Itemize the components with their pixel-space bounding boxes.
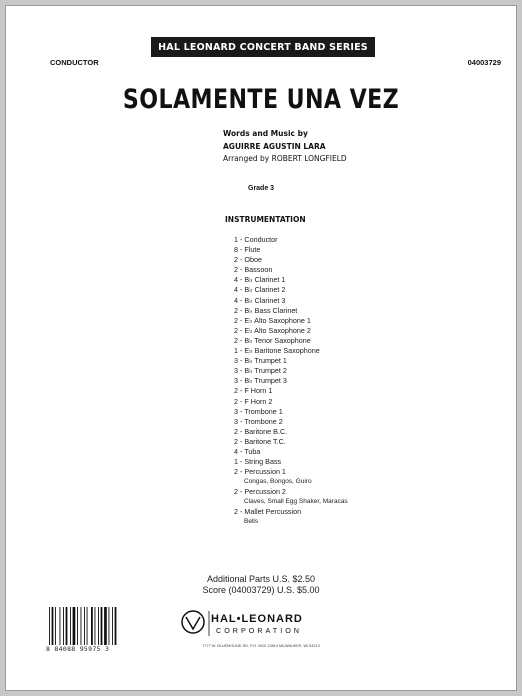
instrument-item bbox=[234, 376, 348, 386]
additional-parts-price: Additional Parts U.S. $2.50 bbox=[206, 574, 316, 584]
instrument-item bbox=[234, 427, 348, 437]
instrumentation-heading: INSTRUMENTATION bbox=[225, 215, 306, 224]
instrument-item bbox=[234, 346, 348, 356]
instrument-item bbox=[234, 437, 348, 447]
instrument-label: 3 - B♭ Trumpet 2 bbox=[234, 366, 287, 376]
part-label: CONDUCTOR bbox=[50, 58, 99, 67]
instrument-item bbox=[234, 306, 348, 316]
instrument-label: 2 - Oboe bbox=[234, 255, 262, 265]
instrument-item bbox=[234, 417, 348, 427]
instrument-label: 4 - B♭ Clarinet 2 bbox=[234, 285, 286, 295]
instrument-label: 2 - Percussion 1 bbox=[234, 467, 286, 477]
instrument-label: 1 - E♭ Baritone Saxophone bbox=[234, 346, 320, 356]
instrument-label: 1 - Conductor bbox=[234, 235, 278, 244]
catalog-number: 04003729 bbox=[467, 58, 501, 67]
instrument-label: 2 - F Horn 2 bbox=[234, 396, 273, 406]
composer-name: AGUIRRE AGUSTIN LARA bbox=[223, 141, 326, 151]
instrument-label: 2 - Bassoon bbox=[234, 265, 273, 275]
instrument-label: 4 - Tuba bbox=[234, 446, 261, 456]
instrument-item bbox=[234, 467, 348, 487]
instrument-label: 1 - String Bass bbox=[234, 457, 282, 467]
arranger-line: Arranged by ROBERT LONGFIELD bbox=[223, 154, 347, 163]
instrument-item bbox=[234, 285, 348, 295]
instrument-item bbox=[234, 245, 348, 255]
instrument-item bbox=[234, 255, 348, 265]
publisher-corporation: CORPORATION bbox=[216, 626, 302, 635]
instrument-sublabel: Claves, Small Egg Shaker, Maracas bbox=[244, 497, 348, 505]
instrument-sublabel: Bells bbox=[244, 517, 259, 525]
instrument-item bbox=[234, 386, 348, 396]
instrument-item bbox=[234, 487, 348, 507]
instrument-item bbox=[234, 265, 348, 275]
instrument-label: 2 - Mallet Percussion bbox=[234, 506, 302, 516]
instrument-label: 4 - B♭ Clarinet 1 bbox=[234, 275, 286, 285]
instrument-item bbox=[234, 235, 348, 245]
credits-block bbox=[223, 128, 347, 166]
instrument-label: 2 - E♭ Alto Saxophone 2 bbox=[234, 325, 311, 335]
publisher-name: HAL•LEONARD bbox=[211, 613, 303, 625]
instrument-label: 3 - B♭ Trumpet 3 bbox=[234, 376, 287, 386]
instrument-item bbox=[234, 407, 348, 417]
price-block bbox=[0, 574, 522, 595]
instrument-label: 4 - B♭ Clarinet 3 bbox=[234, 295, 286, 305]
instrument-label: 2 - B♭ Bass Clarinet bbox=[234, 305, 298, 315]
instrument-item bbox=[234, 507, 348, 527]
instrument-item bbox=[234, 316, 348, 326]
instrument-label: 2 - Baritone B.C. bbox=[234, 426, 288, 436]
instrument-label: 3 - Trombone 2 bbox=[234, 416, 283, 426]
score-price: Score (04003729) U.S. $5.00 bbox=[202, 584, 320, 595]
instrument-label: 2 - Percussion 2 bbox=[234, 486, 286, 496]
instrumentation-list bbox=[234, 235, 348, 526]
instrument-label: 3 - Trombone 1 bbox=[234, 406, 283, 416]
instrument-label: 2 - F Horn 1 bbox=[234, 386, 273, 396]
instrument-item bbox=[234, 336, 348, 346]
instrument-label: 2 - Baritone T.C. bbox=[234, 436, 286, 446]
instrument-label: 8 - Flute bbox=[234, 245, 261, 255]
instrument-label: 2 - B♭ Tenor Saxophone bbox=[234, 335, 311, 345]
instrument-item bbox=[234, 326, 348, 336]
instrument-item bbox=[234, 356, 348, 366]
words-music-label: Words and Music by bbox=[223, 129, 308, 138]
instrument-item bbox=[234, 447, 348, 457]
instrument-item bbox=[234, 457, 348, 467]
series-title: HAL LEONARD CONCERT BAND SERIES bbox=[158, 41, 368, 53]
piece-title: SOLAMENTE UNA VEZ bbox=[122, 84, 400, 115]
instrument-sublabel: Congas, Bongos, Guiro bbox=[244, 478, 312, 486]
series-banner bbox=[151, 37, 375, 57]
grade-level: Grade 3 bbox=[248, 185, 275, 192]
instrument-label: 3 - B♭ Trumpet 1 bbox=[234, 356, 287, 366]
instrument-label: 2 - E♭ Alto Saxophone 1 bbox=[234, 315, 311, 325]
instrument-item bbox=[234, 296, 348, 306]
instrument-item bbox=[234, 366, 348, 376]
instrument-item bbox=[234, 275, 348, 285]
barcode-number: 8 84088 95975 3 bbox=[46, 645, 110, 653]
barcode-image bbox=[49, 607, 121, 645]
instrument-item bbox=[234, 397, 348, 407]
publisher-address: 7777 W. BLUEMOUND RD. P.O. BOX 13819 MILWAUKEE, WI 53213 bbox=[202, 644, 320, 648]
